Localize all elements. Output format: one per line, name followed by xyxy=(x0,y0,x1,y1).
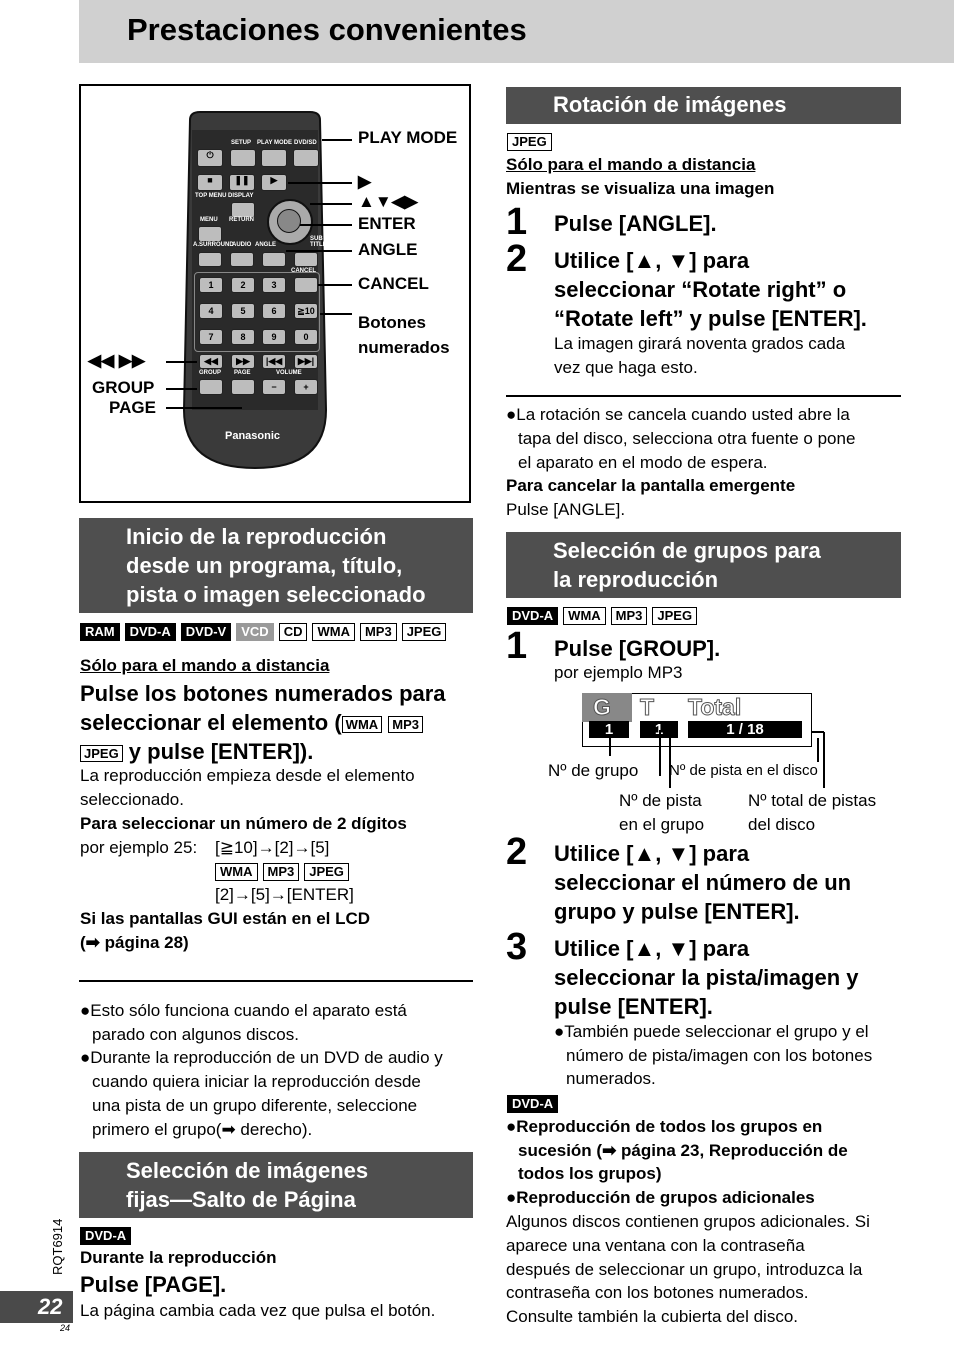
osd-group-number: 1 xyxy=(589,721,629,738)
body-text: Pulse [ANGLE]. xyxy=(506,500,626,519)
note-text: cuando quiera iniciar la reproducción desde xyxy=(92,1072,421,1091)
step-number: 3 xyxy=(506,926,528,968)
callout-play-mode: PLAY MODE xyxy=(358,128,458,147)
callout-numbered-2: numerados xyxy=(358,338,450,357)
divider xyxy=(506,395,901,397)
section-header-bar xyxy=(506,532,901,598)
remote-label-volume: VOLUME xyxy=(276,370,302,376)
divider xyxy=(79,980,473,982)
step-heading-text: seleccionar el elemento ( xyxy=(80,710,342,735)
body-text: La imagen girará noventa grados cada xyxy=(554,334,846,353)
remote-only-note: Sólo para el mando a distancia xyxy=(506,155,756,174)
tag-dvd-a: DVD-A xyxy=(125,623,176,641)
osd-track-number: 1 xyxy=(640,721,678,738)
remote-skip-back-button[interactable]: ◀◀ xyxy=(199,354,223,369)
osd-track-icon: T xyxy=(640,694,655,720)
tag-dvd-v: DVD-V xyxy=(181,623,231,641)
note-text: numerados. xyxy=(566,1069,656,1088)
remote-label-menu: MENU xyxy=(200,217,218,223)
tag-mp3: MP3 xyxy=(263,863,300,881)
step-heading: grupo y pulse [ENTER]. xyxy=(554,899,800,924)
remote-label-surround: A.SURROUND xyxy=(193,242,234,248)
tag-ram: RAM xyxy=(80,623,120,641)
body-text: Consulte también la cubierta del disco. xyxy=(506,1307,798,1326)
step-heading: Utilice [▲, ▼] para xyxy=(554,936,750,961)
remote-label-setup: SETUP xyxy=(231,140,252,146)
leader-line xyxy=(286,250,352,252)
callout-angle: ANGLE xyxy=(358,240,418,259)
remote-subtitle-button[interactable] xyxy=(294,252,318,267)
tag-wma: WMA xyxy=(563,607,606,625)
remote-label-audio: AUDIO xyxy=(232,242,252,248)
body-text: vez que haga esto. xyxy=(554,358,698,377)
step-heading: Pulse [GROUP]. xyxy=(554,636,721,661)
osd-group-icon: G xyxy=(593,694,611,720)
remote-label-display: DISPLAY xyxy=(228,193,254,199)
example-sequence: [2]→[5]→[ENTER] xyxy=(215,885,354,904)
page-reference-link[interactable]: sucesión (➡ página 23, Reproducción de xyxy=(518,1141,848,1160)
remote-group-button[interactable] xyxy=(199,379,223,395)
osd-total-value: 1 / 18 xyxy=(688,721,802,738)
note-text: parado con algunos discos. xyxy=(92,1025,299,1044)
remote-key-2[interactable]: 2 xyxy=(231,277,255,293)
step-heading: Pulse [PAGE]. xyxy=(80,1272,227,1297)
page-title: Prestaciones convenientes xyxy=(127,12,527,47)
remote-stop-button[interactable]: ■ xyxy=(197,174,223,191)
tag-jpeg: JPEG xyxy=(652,607,697,625)
note-text: primero el grupo(➡ derecho). xyxy=(92,1120,313,1139)
remote-key-1[interactable]: 1 xyxy=(199,277,223,293)
remote-label-dvd-sd: DVD/SD xyxy=(294,140,317,146)
tag-mp3: MP3 xyxy=(388,716,423,733)
note-text: una pista de un grupo diferente, seleccione xyxy=(92,1096,418,1115)
disc-tags xyxy=(507,133,552,151)
section-title-line: fijas—Salto de Página xyxy=(126,1187,356,1212)
remote-dvd-sd-button[interactable] xyxy=(293,149,319,167)
tag-jpeg: JPEG xyxy=(80,745,123,762)
remote-next-button[interactable]: ▶▶| xyxy=(294,354,318,369)
step-heading: seleccionar el número de un xyxy=(554,870,852,895)
remote-power-button[interactable]: ⏻ xyxy=(197,149,223,167)
tag-dvd-a: DVD-A xyxy=(80,1227,131,1245)
tag-dvd-a: DVD-A xyxy=(507,607,558,625)
subheading: Mientras se visualiza una imagen xyxy=(506,179,775,198)
remote-key-10plus[interactable]: ≧10 xyxy=(294,303,318,319)
callout-page: PAGE xyxy=(109,398,156,417)
bullet-heading: ●Reproducción de grupos adicionales xyxy=(506,1188,815,1207)
leader-line xyxy=(322,139,352,141)
step-number: 1 xyxy=(506,201,528,243)
remote-audio-button[interactable] xyxy=(230,252,254,267)
callout-cancel: CANCEL xyxy=(358,274,429,293)
body-text: aparece una ventana con la contraseña xyxy=(506,1236,805,1255)
tag-mp3: MP3 xyxy=(611,607,648,625)
osd-label-total: Nº total de pistas xyxy=(748,791,877,810)
osd-label-track-group: en el grupo xyxy=(619,815,705,834)
remote-label-angle: ANGLE xyxy=(255,242,276,248)
remote-key-0[interactable]: 0 xyxy=(294,329,318,345)
osd-total-label: Total xyxy=(688,694,742,720)
subheading: Durante la reproducción xyxy=(80,1248,277,1267)
step-heading: pulse [ENTER]. xyxy=(554,994,713,1019)
section-title-line: Rotación de imágenes xyxy=(553,92,787,117)
remote-key-6[interactable]: 6 xyxy=(262,303,286,319)
tag-jpeg: JPEG xyxy=(304,863,349,881)
remote-surround-button[interactable] xyxy=(198,252,222,267)
tag-wma: WMA xyxy=(342,716,383,733)
callout-arrows: ▲▼◀▶ xyxy=(358,192,418,211)
remote-label-group: GROUP xyxy=(199,370,222,376)
remote-label-play-mode: PLAY MODE xyxy=(257,140,293,146)
step-heading: seleccionar la pista/imagen y xyxy=(554,965,859,990)
remote-label-subtitle: SUB TITLE xyxy=(310,236,327,248)
body-text: contraseña con los botones numerados. xyxy=(506,1283,809,1302)
body-text: Algunos discos contienen grupos adicionales. Si xyxy=(506,1212,870,1231)
example-sequence: [≧10]→[2]→[5] xyxy=(215,838,330,857)
disc-tags xyxy=(80,1227,131,1245)
step-number: 2 xyxy=(506,238,528,280)
subheading: Para cancelar la pantalla emergente xyxy=(506,476,796,495)
step-heading: Utilice [▲, ▼] para xyxy=(554,248,750,273)
callout-numbered-1: Botones xyxy=(358,313,426,332)
bullet-heading: todos los grupos) xyxy=(518,1164,662,1183)
remote-angle-button[interactable] xyxy=(262,252,286,267)
remote-key-4[interactable]: 4 xyxy=(199,303,223,319)
section-header-bar xyxy=(79,1152,473,1218)
section-title-line: desde un programa, título, xyxy=(126,553,403,578)
note-text: ●La rotación se cancela cuando usted abre la xyxy=(506,405,850,424)
step-heading: seleccionar “Rotate right” o xyxy=(554,277,847,302)
tag-jpeg: JPEG xyxy=(402,623,447,641)
remote-setup-button[interactable] xyxy=(230,149,256,167)
remote-label-page: PAGE xyxy=(234,370,251,376)
remote-page-button[interactable] xyxy=(231,379,255,395)
section-title-line: Selección de grupos para xyxy=(553,538,821,563)
step-heading: Pulse los botones numerados para xyxy=(80,681,446,706)
remote-prev-button[interactable]: |◀◀ xyxy=(262,354,286,369)
step-number: 2 xyxy=(506,831,528,873)
note-text: ●Esto sólo funciona cuando el aparato está xyxy=(80,1001,407,1020)
note-text: ●También puede seleccionar el grupo y el xyxy=(554,1022,869,1041)
section-title-line: la reproducción xyxy=(553,567,719,592)
osd-label-track-disc: Nº de pista en el disco xyxy=(669,762,818,779)
example-prefix: por ejemplo 25: xyxy=(80,838,198,857)
osd-label-total: del disco xyxy=(748,815,816,834)
step-heading-text: y pulse [ENTER]). xyxy=(122,739,314,764)
remote-display-button[interactable] xyxy=(231,202,255,218)
page-reference-link[interactable]: (➡ página 28) xyxy=(80,933,189,952)
tag-dvd-a: DVD-A xyxy=(507,1095,558,1113)
disc-tags xyxy=(507,1095,558,1113)
callout-enter: ENTER xyxy=(358,214,416,233)
disc-tags xyxy=(80,623,446,641)
remote-enter-button[interactable] xyxy=(277,209,301,233)
page-number: 22 xyxy=(38,1294,63,1319)
step-number: 1 xyxy=(506,625,528,667)
section-header-bar xyxy=(506,87,901,124)
tag-mp3: MP3 xyxy=(360,623,397,641)
note-text: ●Durante la reproducción de un DVD de audio y xyxy=(80,1048,443,1067)
remote-label-return: RETURN xyxy=(229,217,254,223)
note-text: el aparato en el modo de espera. xyxy=(518,453,768,472)
body-text: La reproducción empieza desde el elemento xyxy=(80,766,415,785)
remote-menu-button[interactable] xyxy=(198,226,222,242)
callout-skip: ◀◀ ▶▶ xyxy=(88,351,146,370)
bullet-heading: ●Reproducción de todos los grupos en xyxy=(506,1117,823,1136)
leader-line xyxy=(300,224,352,226)
leader-line xyxy=(288,182,352,184)
remote-skip-forward-button[interactable]: ▶▶ xyxy=(231,354,255,369)
osd-label-group: Nº de grupo xyxy=(548,761,639,780)
section-title-line: Selección de imágenes xyxy=(126,1158,369,1183)
leader-line xyxy=(320,313,352,315)
remote-play-button[interactable]: ▶ xyxy=(261,174,287,191)
leader-line xyxy=(166,407,242,409)
step-heading xyxy=(80,708,423,737)
subheading: Para seleccionar un número de 2 dígitos xyxy=(80,814,407,833)
remote-only-note: Sólo para el mando a distancia xyxy=(80,656,330,675)
remote-label-cancel: CANCEL xyxy=(291,268,316,274)
callout-play: ▶ xyxy=(358,172,372,191)
remote-key-9[interactable]: 9 xyxy=(262,329,286,345)
section-header-bar xyxy=(79,518,473,613)
leader-line xyxy=(310,203,352,205)
body-text: por ejemplo MP3 xyxy=(554,663,683,682)
tag-vcd: VCD xyxy=(236,623,273,641)
note-text: tapa del disco, selecciona otra fuente o pone xyxy=(518,429,856,448)
disc-tags xyxy=(507,607,697,625)
body-text: seleccionado. xyxy=(80,790,184,809)
small-page-number: 24 xyxy=(60,1323,71,1333)
tag-wma: WMA xyxy=(312,623,355,641)
osd-label-track-group: Nº de pista xyxy=(619,791,702,810)
remote-key-7[interactable]: 7 xyxy=(199,329,223,345)
remote-volume-down-button[interactable]: − xyxy=(262,379,286,395)
remote-brand-logo: Panasonic xyxy=(225,430,281,442)
remote-key-8[interactable]: 8 xyxy=(231,329,255,345)
leader-line xyxy=(166,361,197,363)
example-tags xyxy=(215,863,349,881)
step-heading xyxy=(80,737,313,766)
note-text: número de pista/imagen con los botones xyxy=(566,1046,873,1065)
tag-wma: WMA xyxy=(215,863,258,881)
leader-line xyxy=(318,284,352,286)
body-text: La página cambia cada vez que pulsa el botón. xyxy=(80,1301,436,1320)
remote-pause-button[interactable]: ❚❚ xyxy=(229,174,255,191)
subheading: Si las pantallas GUI están en el LCD xyxy=(80,909,371,928)
remote-volume-up-button[interactable]: + xyxy=(294,379,318,395)
step-heading: Pulse [ANGLE]. xyxy=(554,211,717,236)
step-heading: “Rotate left” y pulse [ENTER]. xyxy=(554,306,867,331)
model-number: RQT6914 xyxy=(50,1218,65,1275)
remote-key-5[interactable]: 5 xyxy=(231,303,255,319)
section-title-line: pista o imagen seleccionado xyxy=(126,582,426,607)
body-text: después de seleccionar un grupo, introduzca la xyxy=(506,1260,863,1279)
remote-play-mode-button[interactable] xyxy=(261,149,287,167)
leader-line xyxy=(166,388,197,390)
remote-key-3[interactable]: 3 xyxy=(262,277,286,293)
tag-cd: CD xyxy=(279,623,308,641)
callout-group: GROUP xyxy=(92,378,155,397)
remote-cancel-button[interactable] xyxy=(294,277,318,293)
step-heading: Utilice [▲, ▼] para xyxy=(554,841,750,866)
tag-jpeg: JPEG xyxy=(507,133,552,151)
remote-label-top-menu: TOP MENU xyxy=(195,193,227,199)
section-title-line: Inicio de la reproducción xyxy=(126,524,387,549)
